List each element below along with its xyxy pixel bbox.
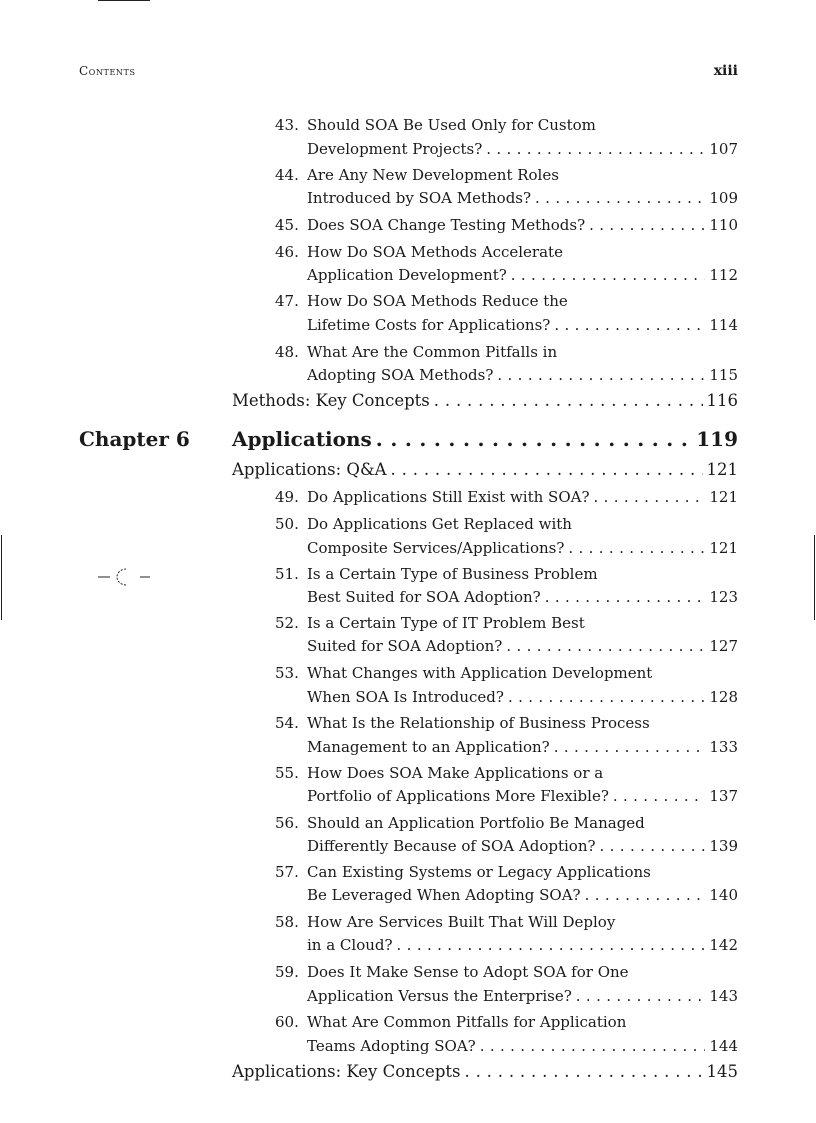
section-title: Applications: Q&A xyxy=(232,460,387,479)
toc-section-applications-key-concepts[interactable] xyxy=(232,1062,738,1081)
question-number: 57. xyxy=(275,863,299,881)
toc-question-43[interactable] xyxy=(275,116,738,134)
toc-question-51[interactable] xyxy=(275,565,738,583)
question-title-cont: Differently Because of SOA Adoption? xyxy=(307,837,596,855)
leader-dots xyxy=(486,140,705,158)
toc-question-53-cont[interactable] xyxy=(275,688,738,706)
question-title: Should SOA Be Used Only for Custom xyxy=(307,116,596,134)
question-number: 50. xyxy=(275,515,299,533)
page-ref: 121 xyxy=(709,488,738,506)
question-title: Are Any New Development Roles xyxy=(307,166,559,184)
leader-dots xyxy=(497,366,705,384)
toc-question-60-cont[interactable] xyxy=(275,1037,738,1055)
page-ref: 123 xyxy=(709,588,738,606)
toc-question-50[interactable] xyxy=(275,515,738,533)
question-number: 51. xyxy=(275,565,299,583)
question-number: 45. xyxy=(275,216,299,234)
question-number: 46. xyxy=(275,243,299,261)
toc-question-49[interactable] xyxy=(275,488,738,506)
chapter-label: Chapter 6 xyxy=(79,427,190,451)
toc-chapter-6[interactable] xyxy=(232,427,738,451)
page-ref: 143 xyxy=(709,987,738,1005)
page-ref: 110 xyxy=(709,216,738,234)
question-title: Do Applications Get Replaced with xyxy=(307,515,572,533)
toc-question-46-cont[interactable] xyxy=(275,266,738,284)
page-ref: 114 xyxy=(709,316,738,334)
toc-question-52-cont[interactable] xyxy=(275,637,738,655)
question-title: How Are Services Built That Will Deploy xyxy=(307,913,616,931)
question-number: 59. xyxy=(275,963,299,981)
toc-question-53[interactable] xyxy=(275,664,738,682)
page-ref: 121 xyxy=(709,539,738,557)
question-title-cont: Management to an Application? xyxy=(307,738,550,756)
running-head: Contents xyxy=(79,64,136,78)
question-title-cont: Composite Services/Applications? xyxy=(307,539,565,557)
toc-question-59-cont[interactable] xyxy=(275,987,738,1005)
question-title-cont: Teams Adopting SOA? xyxy=(307,1037,476,1055)
leader-dots xyxy=(535,189,705,207)
question-title: What Are Common Pitfalls for Application xyxy=(307,1013,627,1031)
leader-dots xyxy=(376,427,692,451)
toc-question-57[interactable] xyxy=(275,863,738,881)
page-ref: 144 xyxy=(709,1037,738,1055)
toc-question-48[interactable] xyxy=(275,343,738,361)
toc-question-51-cont[interactable] xyxy=(275,588,738,606)
leader-dots xyxy=(554,316,705,334)
toc-question-48-cont[interactable] xyxy=(275,366,738,384)
leader-dots xyxy=(589,216,705,234)
question-title-cont: Best Suited for SOA Adoption? xyxy=(307,588,541,606)
leader-dots xyxy=(576,987,706,1005)
question-number: 47. xyxy=(275,292,299,310)
question-title: Is a Certain Type of Business Problem xyxy=(307,565,598,583)
leader-dots xyxy=(613,787,705,805)
leader-dots xyxy=(464,1062,702,1081)
page-ref: 139 xyxy=(709,837,738,855)
question-title: What Is the Relationship of Business Process xyxy=(307,714,650,732)
question-number: 48. xyxy=(275,343,299,361)
section-title: Applications: Key Concepts xyxy=(232,1062,461,1081)
toc-question-60[interactable] xyxy=(275,1013,738,1031)
leader-dots xyxy=(585,886,706,904)
toc-question-50-cont[interactable] xyxy=(275,539,738,557)
question-number: 44. xyxy=(275,166,299,184)
toc-question-58[interactable] xyxy=(275,913,738,931)
leader-dots xyxy=(506,637,705,655)
leader-dots xyxy=(434,391,703,410)
page-ref: 112 xyxy=(709,266,738,284)
toc-question-56[interactable] xyxy=(275,814,738,832)
crop-mark-top xyxy=(98,0,150,1)
question-title-cont: Lifetime Costs for Applications? xyxy=(307,316,551,334)
page-ref: 145 xyxy=(706,1062,738,1081)
question-title-cont: When SOA Is Introduced? xyxy=(307,688,504,706)
question-title: Does It Make Sense to Adopt SOA for One xyxy=(307,963,629,981)
toc-question-45[interactable] xyxy=(275,216,738,234)
toc-section-applications-qa[interactable] xyxy=(232,460,738,479)
question-title: Do Applications Still Exist with SOA? xyxy=(307,488,590,506)
crop-mark-left xyxy=(1,535,2,620)
question-title: How Does SOA Make Applications or a xyxy=(307,764,604,782)
question-title-cont: in a Cloud? xyxy=(307,936,393,954)
question-title: Should an Application Portfolio Be Managed xyxy=(307,814,645,832)
leader-dots xyxy=(397,936,706,954)
question-title: Is a Certain Type of IT Problem Best xyxy=(307,614,585,632)
question-number: 58. xyxy=(275,913,299,931)
leader-dots xyxy=(545,588,706,606)
toc-question-46[interactable] xyxy=(275,243,738,261)
page-ref: 137 xyxy=(709,787,738,805)
leader-dots xyxy=(600,837,706,855)
page-ref: 142 xyxy=(709,936,738,954)
question-title: How Do SOA Methods Reduce the xyxy=(307,292,568,310)
question-title: Can Existing Systems or Legacy Applications xyxy=(307,863,651,881)
question-title: What Are the Common Pitfalls in xyxy=(307,343,558,361)
toc-question-52[interactable] xyxy=(275,614,738,632)
question-number: 49. xyxy=(275,488,299,506)
toc-question-54[interactable] xyxy=(275,714,738,732)
question-number: 55. xyxy=(275,764,299,782)
question-title-cont: Introduced by SOA Methods? xyxy=(307,189,532,207)
leader-dots xyxy=(511,266,706,284)
page-ref: 107 xyxy=(709,140,738,158)
leader-dots xyxy=(508,688,705,706)
toc-question-54-cont[interactable] xyxy=(275,738,738,756)
toc-question-47[interactable] xyxy=(275,292,738,310)
question-title: Does SOA Change Testing Methods? xyxy=(307,216,586,234)
page-ref: 127 xyxy=(709,637,738,655)
page-ref: 140 xyxy=(709,886,738,904)
question-title: What Changes with Application Development xyxy=(307,664,653,682)
question-title-cont: Be Leveraged When Adopting SOA? xyxy=(307,886,581,904)
leader-dots xyxy=(594,488,706,506)
page-ref: 115 xyxy=(709,366,738,384)
question-number: 56. xyxy=(275,814,299,832)
page-ref: 109 xyxy=(709,189,738,207)
page-ref: 128 xyxy=(709,688,738,706)
question-title-cont: Application Development? xyxy=(307,266,507,284)
toc-question-55[interactable] xyxy=(275,764,738,782)
question-number: 52. xyxy=(275,614,299,632)
toc-question-44[interactable] xyxy=(275,166,738,184)
question-title: How Do SOA Methods Accelerate xyxy=(307,243,563,261)
question-number: 60. xyxy=(275,1013,299,1031)
crop-mark-right xyxy=(814,535,815,620)
toc-question-44-cont[interactable] xyxy=(275,189,738,207)
page-number: xiii xyxy=(713,63,738,79)
leader-dots xyxy=(480,1037,706,1055)
toc-section-methods-key-concepts[interactable] xyxy=(232,391,738,410)
leader-dots xyxy=(391,460,703,479)
toc-question-58-cont[interactable] xyxy=(275,936,738,954)
question-number: 53. xyxy=(275,664,299,682)
question-title-cont: Development Projects? xyxy=(307,140,483,158)
chapter-title: Applications xyxy=(232,427,372,451)
question-title-cont: Application Versus the Enterprise? xyxy=(307,987,572,1005)
page-ref: 119 xyxy=(696,427,738,451)
leader-dots xyxy=(568,539,705,557)
toc-question-59[interactable] xyxy=(275,963,738,981)
question-number: 43. xyxy=(275,116,299,134)
question-title-cont: Suited for SOA Adoption? xyxy=(307,637,503,655)
registration-mark-icon xyxy=(98,564,154,590)
page-ref: 121 xyxy=(706,460,738,479)
page-ref: 133 xyxy=(709,738,738,756)
toc-question-56-cont[interactable] xyxy=(275,837,738,855)
toc-question-43-cont[interactable] xyxy=(275,140,738,158)
toc-question-47-cont[interactable] xyxy=(275,316,738,334)
section-title: Methods: Key Concepts xyxy=(232,391,430,410)
question-title-cont: Adopting SOA Methods? xyxy=(307,366,494,384)
leader-dots xyxy=(554,738,706,756)
question-title-cont: Portfolio of Applications More Flexible? xyxy=(307,787,609,805)
question-number: 54. xyxy=(275,714,299,732)
toc-question-57-cont[interactable] xyxy=(275,886,738,904)
toc-question-55-cont[interactable] xyxy=(275,787,738,805)
page-ref: 116 xyxy=(706,391,738,410)
